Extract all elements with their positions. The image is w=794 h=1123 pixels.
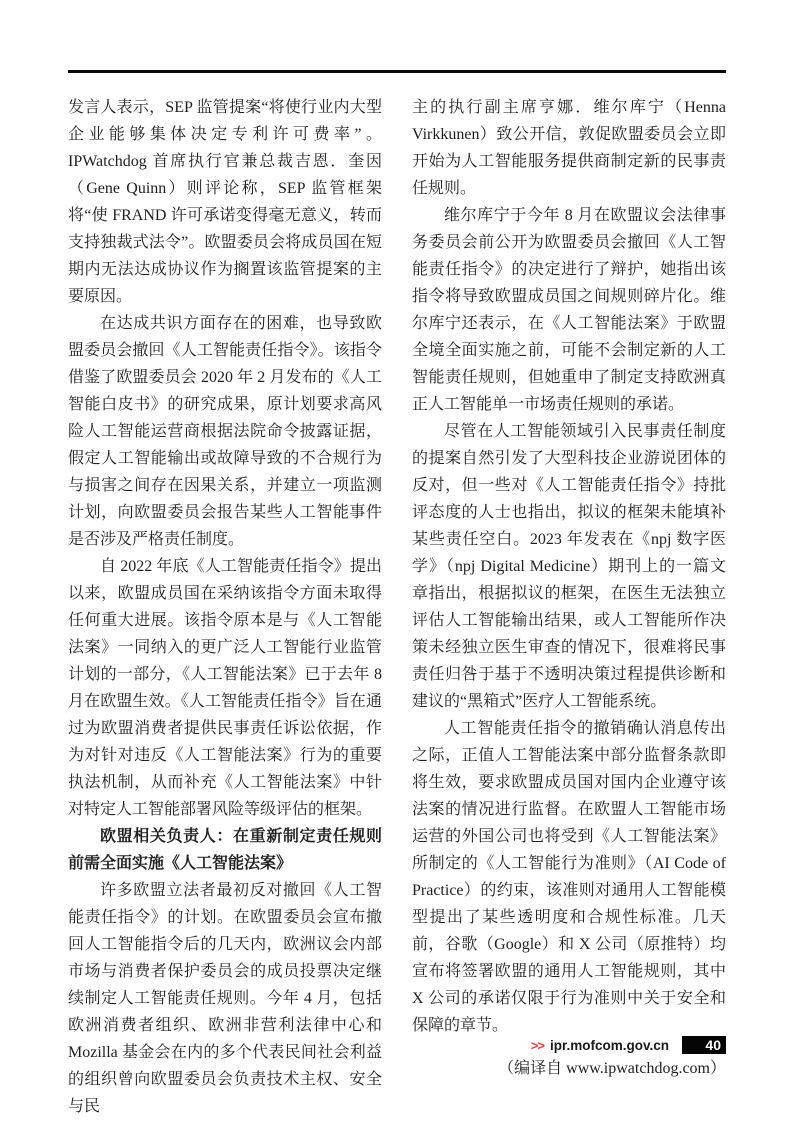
article-body (68, 94, 726, 1120)
double-chevron-icon: >> (530, 1037, 544, 1053)
body-paragraph: 尽管在人工智能领域引入民事责任制度的提案自然引发了大型科技企业游说团体的反对，但一些对《人工智能责任指令》持批评态度的人士也指出，拟议的框架未能填补某些责任空白。2023 年发表在《npj 数字医学》（npj Digital Medicine）期刊上的一篇文章指出，根据拟议的框架，在医生无法独立评估人工智能输出结果，或人工智能所作决策未经独立医生审查的情况下，很难将民事责任归咎于基于不透明决策过程提供诊断和建议的“黑箱式”医疗人工智能系统。 (412, 423, 726, 710)
footer-site-url: ipr.mofcom.gov.cn (549, 1037, 669, 1053)
body-paragraph: 许多欧盟立法者最初反对撤回《人工智能责任指令》的计划。在欧盟委员会宣布撤回人工智能指令后的几天内，欧洲议会内部市场与消费者保护委员会的成员投票决定继续制定人工智能责任规则。今年 4 月，包括欧洲消费者组织、欧洲非营利法律中心和 Mozilla 基金会在内的多个代表民间社会利益的组织曾向欧盟委员会负责技术主权、安全与民 (68, 882, 382, 1115)
body-paragraph: 在达成共识方面存在的困难，也导致欧盟委员会撤回《人工智能责任指令》。该指令借鉴了欧盟委员会 2020 年 2 月发布的《人工智能白皮书》的研究成果，原计划要求高风险人工智能运营商根据法院命令披露证据，假定人工智能输出或故障导致的不合规行为与损害之间存在因果关系，并建立一项监测计划，向欧盟委员会报告某些人工智能事件是否涉及严格责任制度。 (68, 315, 382, 548)
left-column (68, 94, 382, 1120)
section-heading: 欧盟相关负责人：在重新制定责任规则前需全面实施《人工智能法案》 (68, 828, 382, 872)
body-paragraph: 发言人表示，SEP 监管提案“将使行业内大型企业能够集体决定专利许可费率”。IPWatchdog 首席执行官兼总裁吉恩．奎因（Gene Quinn）则评论称，SEP 监管框架将“使 FRAND 许可承诺变得毫无意义，转而支持独裁式法令”。欧盟委员会将成员国在短期内无法达成协议作为搁置该监管提案的主要原因。 (68, 99, 382, 305)
body-paragraph: 自 2022 年底《人工智能责任指令》提出以来，欧盟成员国在采纳该指令方面未取得任何重大进展。该指令原本是与《人工智能法案》一同纳入的更广泛人工智能行业监管计划的一部分，《人工智能法案》已于去年 8 月在欧盟生效。《人工智能责任指令》旨在通过为欧盟消费者提供民事责任诉讼依据，作为对针对违反《人工智能法案》行为的重要执法机制，从而补充《人工智能法案》中针对特定人工智能部署风险等级评估的框架。 (68, 558, 382, 818)
page-number-badge: 40 (682, 1036, 726, 1054)
attribution-line: （编译自 www.ipwatchdog.com） (498, 1060, 726, 1077)
right-column (412, 94, 726, 1120)
body-paragraph: 主的执行副主席亨娜．维尔库宁（Henna Virkkunen）致公开信，敦促欧盟委员会立即开始为人工智能服务提供商制定新的民事责任规则。 (412, 99, 726, 197)
page-footer (68, 1035, 726, 1055)
body-paragraph: 人工智能责任指令的撤销确认消息传出之际，正值人工智能法案中部分监督条款即将生效，要求欧盟成员国对国内企业遵守该法案的情况进行监督。在欧盟人工智能市场运营的外国公司也将受到《人工智能法案》所制定的《人工智能行为准则》（AI Code of Practice）的约束，该准则对通用人工智能模型提出了某些透明度和合规性标准。几天前，谷歌（Google）和 X 公司（原推特）均宣布将签署欧盟的通用人工智能规则，其中 X 公司的承诺仅限于行为准则中关于安全和保障的章节。 (412, 720, 726, 1034)
top-rule (68, 70, 726, 73)
body-paragraph: 维尔库宁于今年 8 月在欧盟议会法律事务委员会前公开为欧盟委员会撤回《人工智能责任指令》的决定进行了辩护，她指出该指令将导致欧盟成员国之间规则碎片化。维尔库宁还表示，在《人工智能法案》于欧盟全境全面实施之前，可能不会制定新的人工智能责任规则，但她重申了制定支持欧洲真正人工智能单一市场责任规则的承诺。 (412, 207, 726, 413)
